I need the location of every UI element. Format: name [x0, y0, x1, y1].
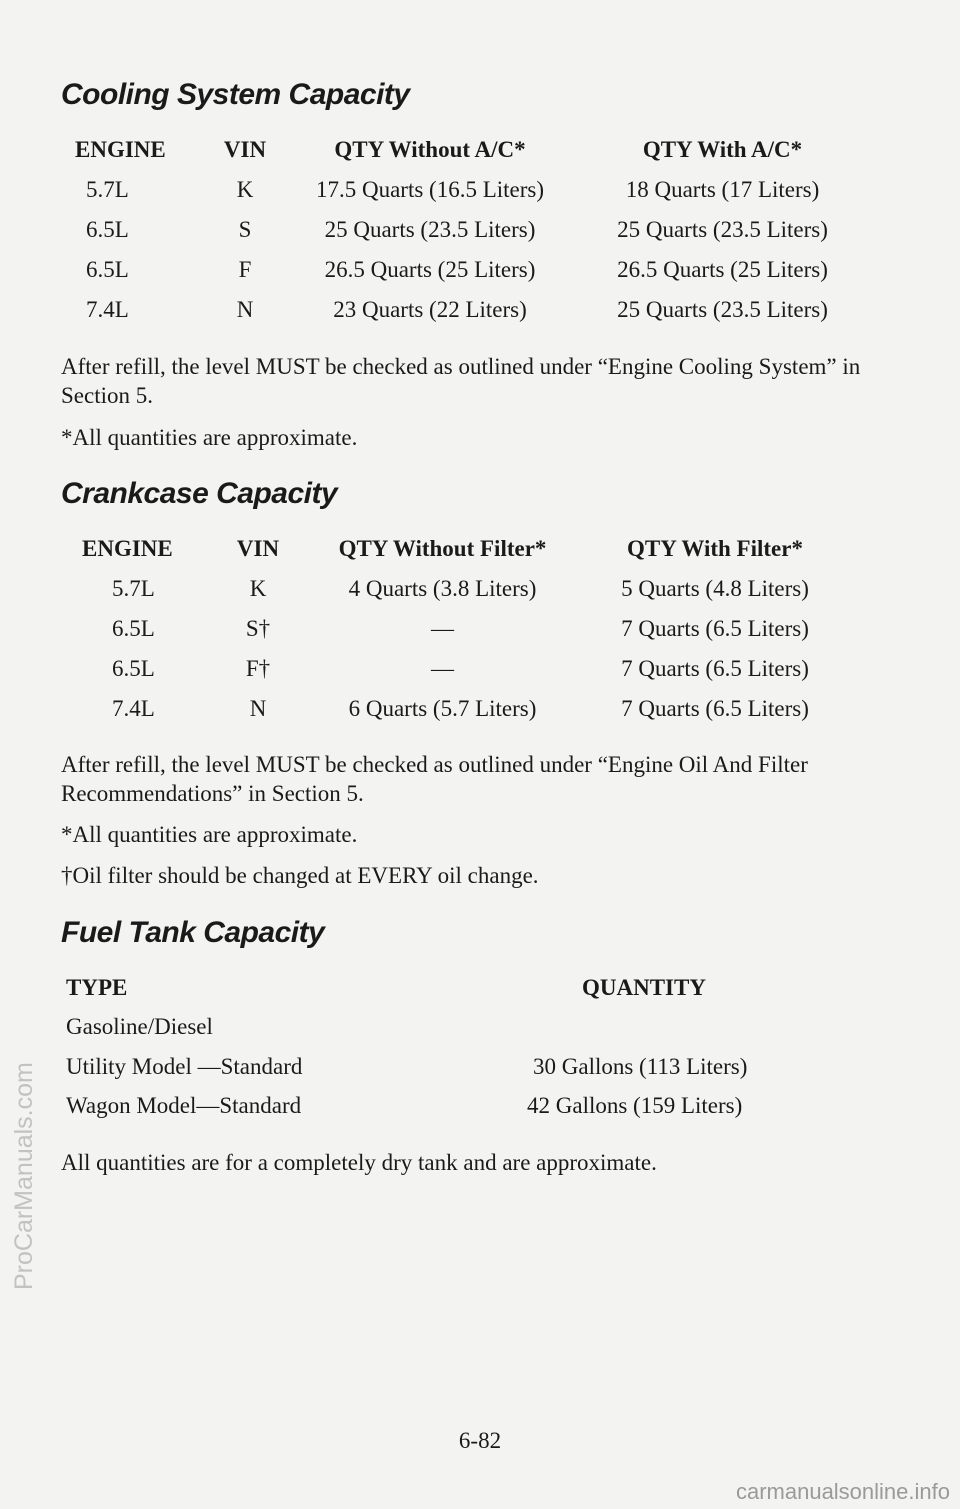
vin-cell: S†	[245, 616, 271, 641]
cooling-title: Cooling System Capacity	[61, 78, 410, 111]
engine-cell: 6.5L	[112, 616, 155, 641]
page-number: 6-82	[458, 1428, 502, 1453]
fuel-type-cell: Utility Model —Standard	[66, 1054, 303, 1079]
fuel-quantity-cell: 30 Gallons (113 Liters)	[533, 1054, 748, 1079]
engine-cell: 5.7L	[112, 576, 155, 601]
table-row	[0, 1014, 960, 1048]
crankcase-header-vin: VIN	[236, 536, 280, 561]
vin-cell: K	[236, 177, 254, 202]
table-row	[0, 217, 960, 251]
qty-without-cell: 4 Quarts (3.8 Liters)	[348, 576, 537, 601]
engine-cell: 7.4L	[112, 696, 155, 721]
vin-cell: F	[238, 257, 252, 282]
crankcase-refill-note: After refill, the level MUST be checked as outlined under “Engine Oil And Filter Recommendations” in Section 5.	[61, 752, 808, 806]
qty-with-cell: 7 Quarts (6.5 Liters)	[621, 616, 809, 641]
cooling-header-engine: ENGINE	[75, 137, 166, 162]
table-row	[0, 1054, 960, 1088]
table-row	[0, 177, 960, 211]
crankcase-approx-note: *All quantities are approximate.	[61, 822, 358, 847]
engine-cell: 6.5L	[86, 257, 129, 282]
fuel-type-cell: Wagon Model—Standard	[66, 1093, 302, 1118]
qty-without-cell: —	[431, 616, 454, 641]
engine-cell: 5.7L	[86, 177, 129, 202]
qty-with-cell: 7 Quarts (6.5 Liters)	[621, 696, 809, 721]
fuel-type-cell: Gasoline/Diesel	[66, 1014, 213, 1039]
side-watermark: ProCarManuals.com	[10, 1062, 38, 1290]
qty-with-cell: 5 Quarts (4.8 Liters)	[621, 576, 809, 601]
qty-without-cell: 25 Quarts (23.5 Liters)	[324, 217, 536, 242]
qty-without-cell: —	[431, 656, 454, 681]
vin-cell: K	[249, 576, 267, 601]
qty-with-cell: 26.5 Quarts (25 Liters)	[617, 257, 828, 282]
table-row	[0, 656, 960, 690]
cooling-approx-note: *All quantities are approximate.	[61, 425, 358, 450]
qty-without-cell: 17.5 Quarts (16.5 Liters)	[315, 177, 545, 202]
qty-without-cell: 6 Quarts (5.7 Liters)	[348, 696, 537, 721]
table-row	[0, 297, 960, 331]
cooling-header-row	[0, 137, 960, 171]
qty-with-cell: 25 Quarts (23.5 Liters)	[617, 297, 828, 322]
fuel-header-quantity: QUANTITY	[582, 975, 706, 1000]
crankcase-header-row	[0, 536, 960, 570]
fuel-header-row	[0, 975, 960, 1009]
qty-without-cell: 26.5 Quarts (25 Liters)	[324, 257, 536, 282]
cooling-header-with: QTY With A/C*	[642, 137, 803, 162]
engine-cell: 7.4L	[86, 297, 129, 322]
fuel-note: All quantities are for a completely dry tank and are approximate.	[61, 1150, 657, 1175]
table-row	[0, 576, 960, 610]
engine-cell: 6.5L	[86, 217, 129, 242]
cooling-header-without: QTY Without A/C*	[334, 137, 526, 162]
footer-watermark: carmanualsonline.info	[735, 1479, 950, 1504]
crankcase-title: Crankcase Capacity	[61, 477, 338, 510]
table-row	[0, 616, 960, 650]
engine-cell: 6.5L	[112, 656, 155, 681]
vin-cell: N	[249, 696, 267, 721]
crankcase-header-engine: ENGINE	[82, 536, 173, 561]
table-row	[0, 257, 960, 291]
vin-cell: N	[236, 297, 254, 322]
cooling-refill-note: After refill, the level MUST be checked as outlined under “Engine Cooling System” in Section 5.	[61, 354, 861, 408]
qty-without-cell: 23 Quarts (22 Liters)	[333, 297, 527, 322]
vin-cell: F†	[245, 656, 271, 681]
cooling-header-vin: VIN	[223, 137, 267, 162]
fuel-quantity-cell: 42 Gallons (159 Liters)	[527, 1093, 743, 1118]
table-row	[0, 1093, 960, 1127]
fuel-header-type: TYPE	[66, 975, 128, 1000]
crankcase-header-with: QTY With Filter*	[627, 536, 803, 561]
crankcase-header-without: QTY Without Filter*	[338, 536, 547, 561]
qty-with-cell: 18 Quarts (17 Liters)	[625, 177, 820, 202]
crankcase-filter-note: †Oil filter should be changed at EVERY oil change.	[61, 863, 539, 888]
fuel-title: Fuel Tank Capacity	[61, 916, 325, 949]
vin-cell: S	[238, 217, 252, 242]
table-row	[0, 696, 960, 730]
qty-with-cell: 25 Quarts (23.5 Liters)	[617, 217, 828, 242]
qty-with-cell: 7 Quarts (6.5 Liters)	[621, 656, 809, 681]
